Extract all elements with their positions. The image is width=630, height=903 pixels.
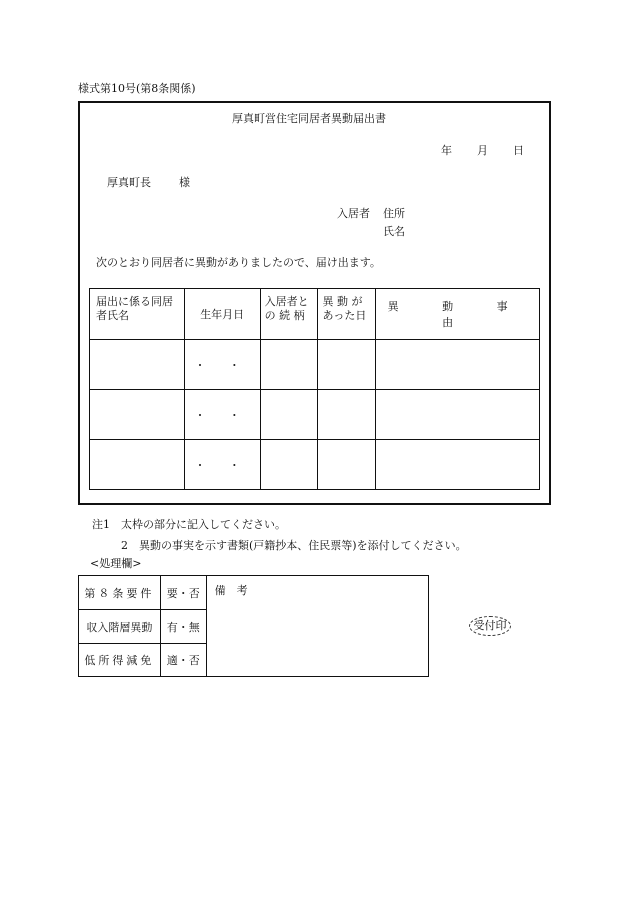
header-birth-label: 生年月日 — [200, 308, 245, 321]
header-name-line1: 届出に係る同居 — [96, 295, 173, 308]
cell-reason[interactable] — [376, 390, 540, 440]
date-year: 年 — [441, 144, 452, 157]
processing-row — [79, 576, 429, 610]
processing-table — [78, 575, 429, 677]
processing-item — [79, 644, 161, 677]
addressee-suffix: 様 — [179, 176, 190, 189]
cell-birth[interactable] — [184, 440, 260, 490]
processing-item-label: 収入階層異動 — [86, 620, 153, 634]
applicant-role: 入居者 — [337, 207, 370, 220]
cell-birth[interactable] — [184, 390, 260, 440]
processing-choice-label: 要・否 — [166, 586, 200, 600]
birth-dots: ・ ・ — [194, 408, 250, 422]
header-change-date — [318, 289, 376, 340]
cell-birth[interactable] — [184, 340, 260, 390]
processing-choice[interactable] — [160, 610, 206, 644]
birth-dots: ・ ・ — [194, 458, 250, 472]
note-2: 2 異動の事実を示す書類(戸籍抄本、住民票等)を添付してください。 — [121, 539, 467, 552]
table-row — [90, 340, 540, 390]
note-1: 注1 太枠の部分に記入してください。 — [92, 518, 286, 531]
cell-reason[interactable] — [376, 340, 540, 390]
birth-dots: ・ ・ — [194, 358, 250, 372]
cell-change-date[interactable] — [318, 440, 376, 490]
cell-change-date[interactable] — [318, 390, 376, 440]
processing-item-label: 第８条要件 — [84, 586, 155, 600]
header-relation-line1: 入居者と — [264, 295, 309, 308]
header-birth — [184, 289, 260, 340]
cell-name[interactable] — [90, 440, 185, 490]
change-table — [89, 288, 540, 490]
cell-reason[interactable] — [376, 440, 540, 490]
form-number: 様式第10号(第8条関係) — [78, 82, 196, 95]
date-month: 月 — [477, 144, 488, 157]
processing-choice[interactable] — [160, 576, 206, 610]
header-change-date-line2: あった日 — [322, 309, 367, 322]
header-name-line2: 者氏名 — [96, 309, 129, 322]
processing-item — [79, 610, 161, 644]
stamp-label: 受付印 — [473, 619, 507, 632]
addressee-name: 厚真町長 — [107, 176, 151, 189]
remarks-cell[interactable] — [206, 576, 428, 677]
applicant-name-label: 氏名 — [383, 225, 405, 238]
header-change-date-line1: 異 動 が — [322, 295, 363, 308]
cell-name[interactable] — [90, 340, 185, 390]
remarks-label: 備 考 — [214, 584, 248, 597]
cell-relation[interactable] — [260, 340, 318, 390]
header-reason-label: 異 動 事 由 — [387, 300, 528, 329]
header-reason — [376, 289, 540, 340]
processing-choice[interactable] — [160, 644, 206, 677]
applicant-address-label: 住所 — [383, 207, 405, 220]
header-name — [90, 289, 185, 340]
form-title: 厚真町営住宅同居者異動届出書 — [232, 112, 386, 125]
header-relation-line2: の 続 柄 — [264, 309, 305, 322]
cell-change-date[interactable] — [318, 340, 376, 390]
table-row — [90, 440, 540, 490]
table-row — [90, 390, 540, 440]
date-day: 日 — [513, 144, 524, 157]
processing-choice-label: 有・無 — [166, 620, 200, 634]
reception-stamp — [469, 616, 511, 636]
statement: 次のとおり同居者に異動がありましたので、届け出ます。 — [96, 256, 381, 269]
cell-relation[interactable] — [260, 390, 318, 440]
processing-item-label: 低所得減免 — [84, 654, 155, 667]
processing-label: <処理欄> — [90, 557, 142, 570]
cell-name[interactable] — [90, 390, 185, 440]
processing-choice-label: 適・否 — [166, 654, 200, 667]
cell-relation[interactable] — [260, 440, 318, 490]
table-header-row — [90, 289, 540, 340]
processing-item — [79, 576, 161, 610]
header-relation — [260, 289, 318, 340]
